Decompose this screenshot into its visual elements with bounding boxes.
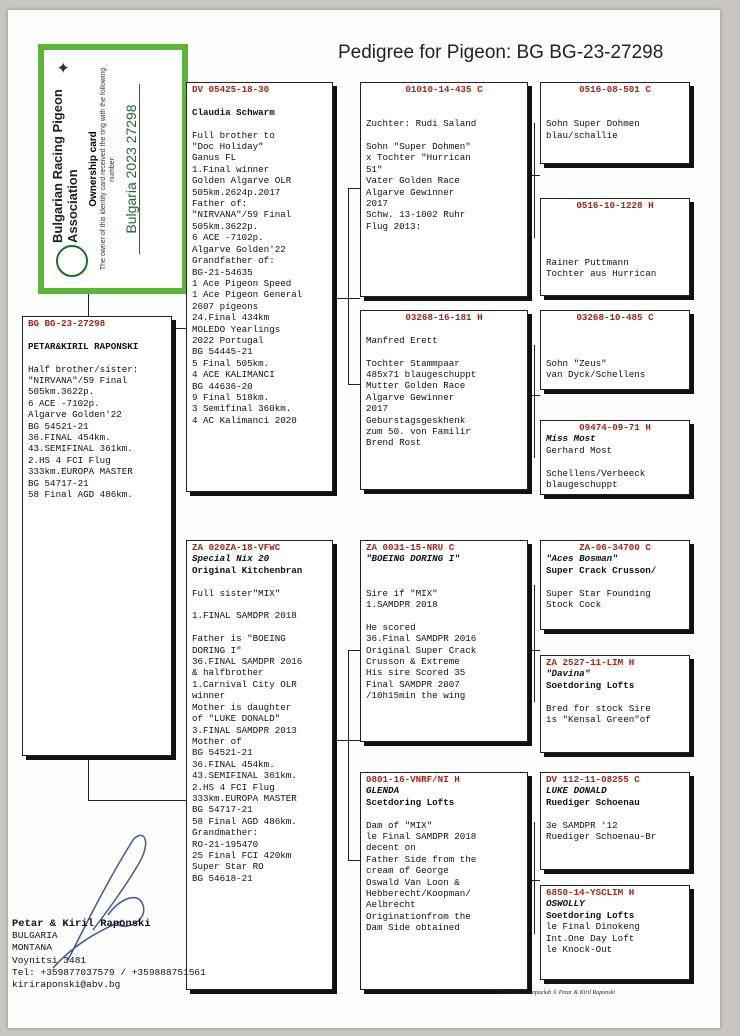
note-line: Dam of "MIX" xyxy=(366,819,433,831)
note-line: 505km.3622p. xyxy=(28,386,95,398)
note-line: Sohn Super Dohmen xyxy=(546,118,640,130)
note-line: 333km.EUROPA MASTER xyxy=(28,466,133,478)
note-line: 36.Final SAMDPR 2016 xyxy=(366,633,477,645)
connector xyxy=(534,123,535,238)
note-line: 6 ACE -7102p. xyxy=(192,232,264,244)
note-line: Half brother/sister: xyxy=(28,363,139,375)
pigeon-line2: Soetdoring Lofts xyxy=(546,909,635,921)
note-line: Aelbrecht xyxy=(366,899,416,911)
connector xyxy=(534,345,535,458)
note-line: & halfbrother xyxy=(192,667,264,679)
sire-dam-box xyxy=(360,310,528,490)
note-line: winner xyxy=(192,690,226,702)
note-line: He scored xyxy=(366,621,416,633)
note-line: 36.FINAL 454km. xyxy=(192,758,275,770)
note-line: Ganus FL xyxy=(192,152,237,164)
note-line xyxy=(192,622,327,633)
note-line: 2022 Portugal xyxy=(192,334,264,346)
note-line xyxy=(546,456,684,467)
note-line: cream of George xyxy=(366,865,449,877)
note-line: RO-21-195470 xyxy=(192,838,259,850)
note-line: decent on xyxy=(366,842,416,854)
owner-line: MONTANA xyxy=(12,942,52,954)
dsd-notes xyxy=(546,691,684,725)
note-line: 36.FINAL 454km. xyxy=(28,432,111,444)
ring-number: 6850-14-YSCLIM H xyxy=(546,887,635,898)
owner-lines xyxy=(12,930,206,990)
ring-number: ZA 0031-15-NRU C xyxy=(366,542,455,553)
note-line xyxy=(366,576,522,587)
note-line: 3 Semifinal 360km. xyxy=(192,403,292,415)
note-line: Zuchter: Rudi Saland xyxy=(366,118,477,130)
note-line xyxy=(546,246,684,257)
dss-box xyxy=(540,540,690,630)
note-line: Flug 2013: xyxy=(366,220,422,232)
note-line: Algarve Gewinner xyxy=(366,186,455,198)
dds-notes xyxy=(546,808,684,842)
note-line: Geburstagsgeskhenk xyxy=(366,414,466,426)
note-line: Super Star Founding xyxy=(546,587,651,599)
note-line: BG 54521-21 xyxy=(28,420,89,432)
sss-box xyxy=(540,82,690,164)
note-line: le Knock-Out xyxy=(546,944,613,956)
note-line: 2017 xyxy=(366,403,389,415)
sire-notes xyxy=(192,130,327,427)
note-line: is "Kensal Green"of xyxy=(546,714,651,726)
sds-notes xyxy=(546,323,684,380)
note-line: of "LUKE DONALD" xyxy=(192,713,281,725)
note-line: Mother of xyxy=(192,735,242,747)
connector xyxy=(88,755,89,800)
note-line: zum 50. von Familir xyxy=(366,426,471,438)
note-line: Tochter Stammpaar xyxy=(366,357,460,369)
note-line: /10h15min the wing xyxy=(366,690,466,702)
note-line: Algarve Golden'22 xyxy=(28,409,122,421)
note-line: Crusson & Extreme xyxy=(366,656,460,668)
card-desc: The owner of this identity card received the ring with the following number: xyxy=(100,67,116,271)
note-line xyxy=(546,323,684,334)
note-line xyxy=(546,346,684,357)
sdd-notes xyxy=(546,445,684,491)
ring-number: 03268-10-485 C xyxy=(576,312,654,323)
note-line: van Dyck/Schellens xyxy=(546,369,646,381)
sd-notes xyxy=(366,323,522,448)
note-line: Dam Side obtained xyxy=(366,922,460,934)
note-line: 333km.EUROPA MASTER xyxy=(192,792,297,804)
association-logo-icon xyxy=(56,245,88,277)
note-line: blaugeschuppt xyxy=(546,479,618,491)
note-line: Original Super Crack xyxy=(366,644,477,656)
note-line: MOLEDO Yearlings xyxy=(192,323,281,335)
note-line xyxy=(366,610,522,621)
connector xyxy=(333,740,360,741)
note-line: 505km.2624p.2017 xyxy=(192,186,281,198)
note-line: DORING I" xyxy=(192,644,242,656)
note-line: 505km.3622p. xyxy=(192,220,259,232)
connector xyxy=(348,384,360,385)
sire-box xyxy=(186,82,333,492)
note-line: 24.Final 434km xyxy=(192,312,270,324)
note-line xyxy=(546,691,684,702)
note-line: Brend Rost xyxy=(366,437,422,449)
note-line xyxy=(546,211,684,222)
dd-notes xyxy=(366,808,522,933)
note-line xyxy=(546,234,684,245)
ds-notes xyxy=(366,565,522,702)
note-line: x Tochter "Hurrican xyxy=(366,152,471,164)
connector xyxy=(348,650,360,651)
note-line: Algarve Gewinner xyxy=(366,391,455,403)
note-line xyxy=(192,576,327,587)
note-line: 1 Ace Pigeon Speed xyxy=(192,277,292,289)
note-line: 51" xyxy=(366,163,383,175)
note-line: Final SAMDPR 2007 xyxy=(366,678,460,690)
note-line: 2.HS 4 FCI Flug xyxy=(28,454,111,466)
sdd-box xyxy=(540,420,690,495)
ownership-card-content xyxy=(50,55,176,283)
ring-number: 0516-08-501 C xyxy=(579,84,651,95)
note-line: BG 54717-21 xyxy=(192,804,253,816)
note-line: 1.Final winner xyxy=(192,163,270,175)
ddd-box xyxy=(540,885,690,980)
note-line: Tochter aus Hurrican xyxy=(546,268,657,280)
note-line: 58 Final AGD 486km. xyxy=(28,489,133,501)
note-line: BG 44636-20 xyxy=(192,380,253,392)
note-line: Father is "BOEING xyxy=(192,633,286,645)
pigeon-name: GLENDA xyxy=(366,785,400,797)
dam-sire-box xyxy=(360,540,528,742)
pigeon-name: "BOEING DORING I" xyxy=(366,553,460,565)
pigeon-name: "Davina" xyxy=(546,668,591,680)
note-line: Oswald Van Loon & xyxy=(366,876,460,888)
note-line: Algarve Golden'22 xyxy=(192,243,286,255)
pigeon-notes xyxy=(28,364,166,501)
note-line: 1.FINAL SAMDPR 2018 xyxy=(192,610,297,622)
note-line: 2607 pigeons xyxy=(192,300,259,312)
note-line: Grandmather: xyxy=(192,827,259,839)
note-line xyxy=(366,565,522,576)
pigeon-line2: Soetdoring Lofts xyxy=(546,679,635,691)
note-line: Schellens/Verbeeck xyxy=(546,467,646,479)
owner-line: Tel: +359877037579 / +359888751561 xyxy=(12,966,206,978)
note-line: Father of: xyxy=(192,198,248,210)
note-line: Manfred Erett xyxy=(366,334,438,346)
ssd-box xyxy=(540,198,690,296)
note-line: blau/schallie xyxy=(546,129,618,141)
card-number: Bulgaria 2023 27298 xyxy=(123,84,140,254)
connector xyxy=(534,822,535,934)
sds-box xyxy=(540,310,690,390)
dam-dam-box xyxy=(360,772,528,990)
ring-number: ZA-06-34700 C xyxy=(579,542,651,553)
connector xyxy=(534,585,535,702)
note-line: 58 Final AGD 486km. xyxy=(192,815,297,827)
dam-box xyxy=(186,540,333,990)
note-line: le Final Dinokeng xyxy=(546,921,640,933)
note-line: Bred for stock Sire xyxy=(546,702,651,714)
ring-number: 03268-16-181 H xyxy=(405,312,483,323)
note-line: Hebberecht/Koopman/ xyxy=(366,888,471,900)
pigeon-name: OSWOLLY xyxy=(546,898,585,910)
pigeon-name: Miss Most xyxy=(546,433,596,445)
ssd-notes xyxy=(546,211,684,279)
note-line: "NIRVANA"/59 Final xyxy=(28,375,128,387)
note-line: BG 54445-21 xyxy=(192,346,253,358)
note-line: BG 54618-21 xyxy=(192,872,253,884)
pigeon-line2: Super Crack Crusson/ xyxy=(546,564,657,576)
owner-line: kiriraponski@abv.bg xyxy=(12,979,121,991)
note-line xyxy=(546,576,684,587)
owner-line: BULGARIA xyxy=(12,930,58,942)
note-line: Gerhard Most xyxy=(546,444,613,456)
note-line xyxy=(366,323,522,334)
dam-notes xyxy=(192,576,327,884)
note-line: Full sister"MIX" xyxy=(192,587,281,599)
pigeon-name: LUKE DONALD xyxy=(546,785,607,797)
pigeon-box xyxy=(22,316,172,756)
note-line: 9 Final 518km. xyxy=(192,391,270,403)
connector xyxy=(348,650,349,860)
note-line: "Doc Holiday" xyxy=(192,141,264,153)
note-line: Originationfrom the xyxy=(366,910,471,922)
sire-sire-box xyxy=(360,82,528,297)
note-line xyxy=(366,346,522,357)
note-line xyxy=(366,95,522,106)
page-title: Pedigree for Pigeon: BG BG-23-27298 xyxy=(338,42,664,63)
connector xyxy=(172,328,186,329)
note-line: 43.SEMIFINAL 361km. xyxy=(28,443,133,455)
note-line: Grandfather of: xyxy=(192,255,275,267)
note-line xyxy=(546,223,684,234)
footer-stamp: 07-09-2025 Compuclub © Petar & Kiril Raponski xyxy=(494,990,615,996)
note-line: 3.FINAL SAMDPR 2013 xyxy=(192,724,297,736)
ring-number: ZA 020ZA-18-VFWC xyxy=(192,542,281,553)
note-line xyxy=(546,335,684,346)
ring-number: BG BG-23-27298 xyxy=(28,318,106,329)
ownership-card-inner xyxy=(44,50,182,288)
note-line: 43.SEMIFINAL 361km. xyxy=(192,770,297,782)
note-line xyxy=(366,107,522,118)
dss-notes xyxy=(546,576,684,610)
card-heading: Ownership card xyxy=(88,131,99,207)
note-line: 36.FINAL SAMDPR 2016 xyxy=(192,656,303,668)
note-line: 4 ACE KALIMANCI xyxy=(192,369,275,381)
note-line: 2.HS 4 FCI Flug xyxy=(192,781,275,793)
note-line: Int.One Day Loft xyxy=(546,932,635,944)
pedigree-page xyxy=(8,10,720,1028)
note-line: Mutter Golden Race xyxy=(366,380,466,392)
ss-notes xyxy=(366,95,522,232)
note-line: le Final SAMDPR 2018 xyxy=(366,831,477,843)
ring-number: 0516-10-1228 H xyxy=(576,200,654,211)
note-line xyxy=(366,130,522,141)
note-line: Vater Golden Race xyxy=(366,175,460,187)
note-line: BG 54717-21 xyxy=(28,477,89,489)
note-line: Mother is daughter xyxy=(192,701,292,713)
ring-number: 0801-16-VNRF/NI H xyxy=(366,774,460,785)
ownership-card xyxy=(38,44,188,294)
note-line: Sire if "MIX" xyxy=(366,587,438,599)
note-line: 2017 xyxy=(366,198,389,210)
pigeon-name: "Aces Bosman" xyxy=(546,553,618,565)
note-line: 5 Final 505km. xyxy=(192,357,270,369)
ring-number: 09474-09-71 H xyxy=(579,422,651,433)
note-line: Rainer Puttmann xyxy=(546,257,629,269)
note-line: 485x71 blaugeschuppt xyxy=(366,369,477,381)
note-line: 1.SAMDPR 2018 xyxy=(366,599,438,611)
connector xyxy=(348,188,349,384)
note-line xyxy=(546,95,684,106)
owner-info xyxy=(12,918,206,991)
ddd-notes xyxy=(546,921,684,955)
dsd-box xyxy=(540,655,690,753)
note-line: BG 54521-21 xyxy=(192,747,253,759)
note-line: 1 Ace Pigeon General xyxy=(192,289,303,301)
note-line xyxy=(546,107,684,118)
note-line: Father Side from the xyxy=(366,853,477,865)
connector xyxy=(348,188,360,189)
ring-number: ZA 2527-11-LIM H xyxy=(546,657,635,668)
note-line xyxy=(366,808,522,819)
note-line: 3e SAMDPR '12 xyxy=(546,819,618,831)
note-line: Sohn "Super Dohmen" xyxy=(366,141,471,153)
note-line: 1.Carnival City OLR xyxy=(192,678,297,690)
note-line: Golden Algarve OLR xyxy=(192,175,292,187)
note-line xyxy=(546,808,684,819)
note-line: "NIRVANA"/59 Final xyxy=(192,209,292,221)
ring-number: 01010-14-435 C xyxy=(405,84,483,95)
card-org: Bulgarian Racing Pigeon Association xyxy=(50,89,80,243)
sss-notes xyxy=(546,95,684,141)
note-line: Sohn "Zeus" xyxy=(546,357,607,369)
note-line: Schw. 13-1002 Ruhr xyxy=(366,209,466,221)
note-line xyxy=(192,599,327,610)
note-line: Super Star RO xyxy=(192,861,264,873)
connector xyxy=(348,860,360,861)
pigeon-line2: Scetdoring Lofts xyxy=(366,796,455,808)
owner-name: PETAR&KIRIL RAPONSKI xyxy=(28,340,139,352)
connector xyxy=(88,800,186,801)
note-line: 25 Final FCI 420km xyxy=(192,849,292,861)
pigeon-name: Claudia Schwarm xyxy=(192,106,275,118)
dds-box xyxy=(540,772,690,870)
pigeon-line2: Original Kitchenbran xyxy=(192,564,303,576)
ring-number: DV 05425-18-30 xyxy=(192,84,270,95)
note-line: His sire Scored 35 xyxy=(366,667,466,679)
note-line: 4 AC Kalimanci 2020 xyxy=(192,414,297,426)
connector xyxy=(333,298,360,299)
note-line: 6 ACE -7102p. xyxy=(28,397,100,409)
owner-name: Petar & Kiril Raponski xyxy=(12,918,151,930)
note-line: Full brother to xyxy=(192,129,275,141)
ring-number: DV 112-11-08255 C xyxy=(546,774,640,785)
owner-line: Voynitsi 3481 xyxy=(12,954,87,966)
note-line: BG-21-54635 xyxy=(192,266,253,278)
note-line: Stock Cock xyxy=(546,599,602,611)
note-line: Ruediger Schoenau-Br xyxy=(546,831,657,843)
pigeon-name: Special Nix 20 xyxy=(192,553,270,565)
pigeon-icon: ✦ xyxy=(56,61,73,75)
pigeon-line2: Ruediger Schoenau xyxy=(546,796,640,808)
